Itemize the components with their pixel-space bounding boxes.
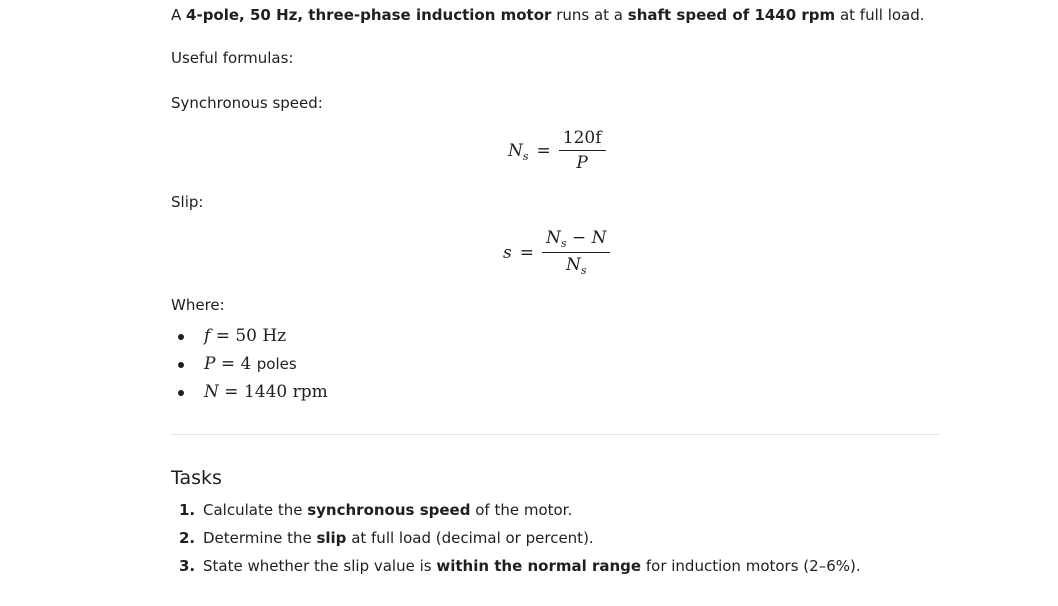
intro-bold-motor: 4-pole, 50 Hz, three-phase induction motor [186, 6, 552, 24]
formula-slip-fraction [542, 228, 610, 277]
tasks-list [171, 498, 861, 582]
list-item [171, 352, 328, 380]
intro-text-3: at full load. [835, 6, 925, 24]
task-text: Determine the [203, 529, 317, 547]
formula-ns-denominator: P [576, 153, 588, 173]
formula-slip-lhs: s [503, 242, 512, 263]
intro-text-1: A [171, 6, 187, 24]
formula-ns-numerator: 120f [562, 128, 602, 148]
bullet-icon [178, 390, 184, 396]
task-text: State whether the slip value is [203, 557, 437, 575]
variable-equals: = [224, 382, 239, 402]
bullet-icon [178, 334, 184, 340]
intro-text-2: runs at a [551, 6, 628, 24]
variable-symbol: f [204, 326, 211, 346]
task-bold: slip [316, 529, 347, 547]
task-bold: synchronous speed [307, 501, 471, 519]
variable-symbol: N [204, 382, 219, 402]
section-divider [171, 434, 939, 435]
intro-bold-speed: shaft speed of 1440 rpm [627, 6, 836, 24]
task-text: Calculate the [203, 501, 308, 519]
useful-formulas-label: Useful formulas: [171, 49, 294, 67]
formula-ns-fraction [559, 128, 606, 173]
bullet-icon [178, 362, 184, 368]
synchronous-speed-formula [508, 128, 606, 173]
variables-list [171, 324, 328, 408]
task-bold: within the normal range [436, 557, 642, 575]
variable-value: 1440 rpm [243, 382, 328, 402]
list-item [171, 526, 861, 554]
task-number: 3. [179, 557, 196, 575]
task-text: of the motor. [470, 501, 573, 519]
list-item [171, 324, 328, 352]
variable-value: 4 [240, 354, 252, 374]
synchronous-speed-label: Synchronous speed: [171, 94, 323, 112]
formula-slip-equals: = [519, 242, 534, 263]
formula-slip-denominator: $N_s$ [565, 255, 587, 277]
where-label: Where: [171, 296, 225, 314]
slip-label: Slip: [171, 193, 204, 211]
formula-slip-numerator: $N_s - N$ [545, 228, 607, 250]
tasks-heading: Tasks [171, 467, 222, 489]
slip-formula [503, 228, 610, 277]
variable-equals: = [220, 354, 236, 374]
task-text: at full load (decimal or percent). [346, 529, 594, 547]
list-item [171, 498, 861, 526]
formula-ns-equals: = [536, 140, 551, 161]
variable-unit: poles [256, 355, 297, 373]
task-number: 2. [179, 529, 196, 547]
task-number: 1. [179, 501, 196, 519]
list-item [171, 554, 861, 582]
problem-statement [171, 5, 925, 25]
variable-equals: = [215, 326, 230, 346]
variable-symbol: P [204, 354, 216, 374]
variable-value: 50 Hz [235, 326, 287, 346]
list-item [171, 380, 328, 408]
formula-ns-lhs: $N_s$ [508, 140, 529, 163]
task-text: for induction motors (2–6%). [641, 557, 861, 575]
